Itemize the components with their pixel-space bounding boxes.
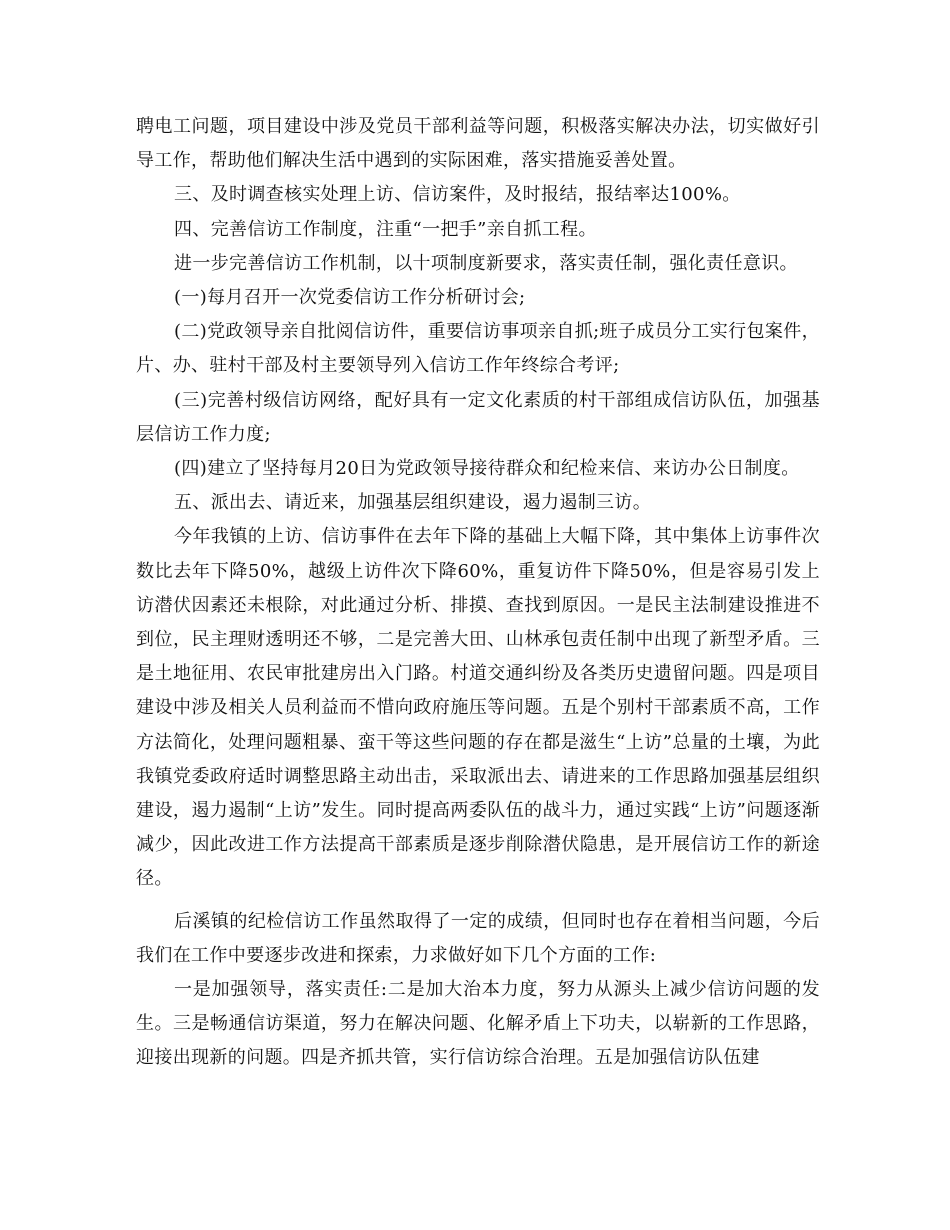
paragraph-3: 四、完善信访工作制度，注重“一把手”亲自抓工程。 — [174, 218, 597, 240]
paragraph-8: (四)建立了坚持每月20日为党政领导接待群众和纪检来信、来访办公日制度。 — [174, 458, 800, 480]
paragraph-7: (三)完善村级信访网络，配好具有一定文化素质的村干部组成信访队伍，加强基层信访工作力度; — [136, 389, 820, 445]
paragraph-1: 聘电工问题，项目建设中涉及党员干部利益等问题，积极落实解决办法，切实做好引导工作，帮助他们解决生活中遇到的实际困难，落实措施妥善处置。 — [136, 116, 820, 172]
paragraph-6: (二)党政领导亲自批阅信访件，重要信访事项亲自抓;班子成员分工实行包案件，片、办、驻村干部及村主要领导列入信访工作年终综合考评; — [136, 321, 820, 377]
paragraph-12: 一是加强领导，落实责任:二是加大治本力度，努力从源头上减少信访问题的发生。三是畅通信访渠道，努力在解决问题、化解矛盾上下功夫，以崭新的工作思路，迎接出现新的问题。四是齐抓共管，实行信访综合治理。五是加强信访队伍建 — [136, 979, 820, 1069]
paragraph-10: 今年我镇的上访、信访事件在去年下降的基础上大幅下降，其中集体上访事件次数比去年下降50%，越级上访件次下降60%，重复访件下降50%，但是容易引发上访潜伏因素还未根除，对此通过分析、排摸、查找到原因。一是民主法制建设推进不到位，民主理财透明还不够，二是完善大田、山林承包责任制中出现了新型矛盾。三是土地征用、农民审批建房出入门路。村道交通纠纷及各类历史遗留问题。四是项目建设中涉及相关人员利益而不惜向政府施压等问题。五是个别村干部素质不高，工作方法简化，处理问题粗暴、蛮干等这些问题的存在都是滋生“上访”总量的土壤，为此我镇党委政府适时调整思路主动出击，采取派出去、请进来的工作思路加强基层组织建设，遏力遏制“上访”发生。同时提高两委队伍的战斗力，通过实践“上访”问题逐渐减少，因此改进工作方法提高干部素质是逐步削除潜伏隐患，是开展信访工作的新途径。 — [136, 526, 820, 890]
paragraph-11: 后溪镇的纪检信访工作虽然取得了一定的成绩，但同时也存在着相当问题，今后我们在工作中要逐步改进和探索，力求做好如下几个方面的工作: — [136, 910, 820, 966]
paragraph-9: 五、派出去、请近来，加强基层组织建设，遏力遏制三访。 — [174, 492, 652, 514]
paragraph-4: 进一步完善信访工作机制，以十项制度新要求，落实责任制，强化责任意识。 — [174, 252, 798, 274]
paragraph-2: 三、及时调查核实处理上访、信访案件，及时报结，报结率达100%。 — [174, 184, 741, 206]
paragraph-5: (一)每月召开一次党委信访工作分析研讨会; — [174, 287, 526, 309]
document-body — [136, 110, 820, 1076]
